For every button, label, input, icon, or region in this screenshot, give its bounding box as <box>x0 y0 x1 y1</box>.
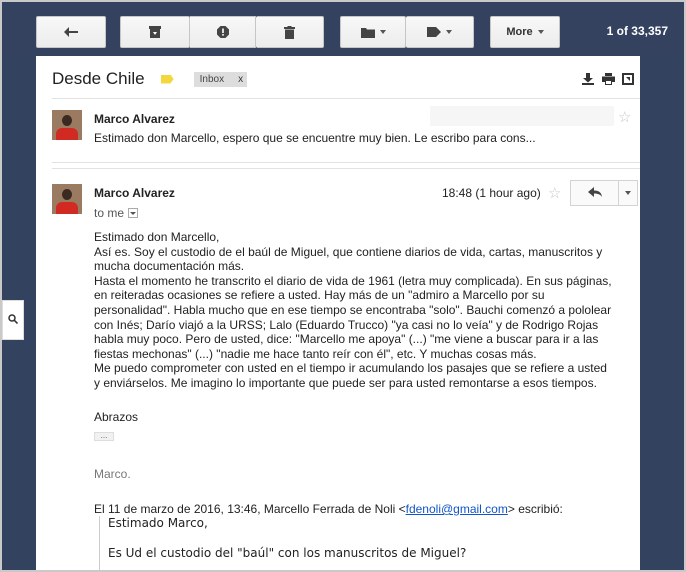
body-line: Me puedo comprometer con usted en el tiempo ir acumulando los pasajes que se refiere a usted <box>94 361 607 376</box>
reply-button[interactable] <box>570 180 618 206</box>
more-actions-button[interactable] <box>618 180 638 206</box>
quoted-text <box>99 516 619 572</box>
closing-text: Abrazos <box>94 410 139 424</box>
body-line: en reiteradas ocasiones se refiere a usted. Hay más de un "admiro a Marcello por su <box>94 288 545 303</box>
reply-icon <box>588 184 602 202</box>
show-trimmed-content-button[interactable]: ... <box>94 432 114 441</box>
recipient-details[interactable] <box>94 206 138 220</box>
inbox-label-text: Inbox <box>199 73 225 85</box>
more-label: More <box>506 26 533 38</box>
body-line: personalidad". Habla mucho que en ese tiempo se encontraba "solo". Bauchi comenzó a pololear <box>94 302 612 317</box>
details-dropdown-icon[interactable] <box>128 208 138 218</box>
message-body <box>94 230 630 391</box>
divider <box>52 162 640 163</box>
message-snippet: Estimado don Marcello, espero que se encuentre muy bien. Le escribo para cons... <box>94 131 536 145</box>
header-actions <box>582 72 634 84</box>
more-button[interactable] <box>490 16 560 48</box>
chevron-down-icon <box>625 191 631 195</box>
new-window-icon[interactable] <box>622 72 634 84</box>
body-line: habla muy poco. Pero de usted, dice: "Marcello me apoya" (...) "me viene a buscar para ir a las <box>94 332 599 347</box>
quote-line: Es Ud el custodio del "baúl" con los manuscritos de Miguel? <box>108 546 467 560</box>
body-line: Así es. Soy el custodio de el baúl de Miguel, que contiene diarios de vida, cartas, manuscritos y <box>94 244 603 259</box>
search-icon <box>8 311 18 329</box>
redacted-area <box>430 106 614 126</box>
quote-line: Estimado Marco, <box>108 516 208 530</box>
email-link[interactable]: fdenoli@gmail.com <box>405 502 508 516</box>
quote-outro: > escribió: <box>507 502 563 516</box>
body-line: mucha documentación más. <box>94 259 245 274</box>
archive-icon <box>149 26 161 38</box>
print-icon[interactable] <box>602 72 614 84</box>
avatar <box>52 110 82 140</box>
report-spam-button[interactable] <box>190 16 256 48</box>
signature: Marco. <box>94 467 131 481</box>
chevron-down-icon <box>380 30 386 34</box>
chevron-down-icon <box>446 30 452 34</box>
message-count: 1 of 33,357 <box>606 24 668 38</box>
label-tag-icon <box>427 27 441 37</box>
archive-button[interactable] <box>120 16 190 48</box>
divider <box>52 98 640 99</box>
inbox-label-chip <box>194 72 247 87</box>
body-line: con Inés; Darío viajó a la URSS; Lalo (Eduardo Trucco) "ya casi no lo veía" y de Rodrigo Rojas <box>94 317 599 332</box>
delete-button[interactable] <box>256 16 324 48</box>
quote-intro: El 11 de marzo de 2016, 13:46, Marcello Ferrada de Noli < <box>94 502 406 516</box>
divider <box>52 168 640 169</box>
message-timestamp: 18:48 (1 hour ago) <box>442 186 541 200</box>
sender-name: Marco Alvarez <box>94 186 175 200</box>
toolbar <box>2 2 686 56</box>
importance-marker-icon[interactable] <box>161 75 174 84</box>
subject-row <box>52 68 247 90</box>
star-icon[interactable]: ☆ <box>548 185 562 202</box>
quote-header <box>94 502 563 516</box>
download-icon[interactable] <box>582 72 594 84</box>
labels-button[interactable] <box>406 16 474 48</box>
avatar <box>52 184 82 214</box>
remove-label-button[interactable]: x <box>238 73 244 85</box>
search-button[interactable] <box>2 300 24 340</box>
chevron-down-icon <box>538 30 544 34</box>
folder-icon <box>361 27 375 38</box>
message-view <box>36 56 640 572</box>
trash-icon <box>284 26 295 39</box>
page-title: Desde Chile <box>52 69 145 88</box>
body-line: fiestas mechonas" (...) "nadie me hace tanto reír con él", etc. Y muchas cosas más. <box>94 346 537 361</box>
report-spam-icon <box>217 26 229 38</box>
recipient-text: to me <box>94 206 125 220</box>
star-icon[interactable]: ☆ <box>618 109 632 126</box>
back-button[interactable] <box>36 16 106 48</box>
body-line: y enviárselos. Me imagino lo importante que puede ser para usted remontarse a esos tiempos. <box>94 375 597 390</box>
body-line: Hasta el momento he transcrito el diario de vida de 1961 (letra muy complicada). En sus páginas, <box>94 273 612 288</box>
move-to-button[interactable] <box>340 16 406 48</box>
sender-name: Marco Alvarez <box>94 112 175 126</box>
back-arrow-icon <box>64 27 78 37</box>
body-line: Estimado don Marcello, <box>94 230 220 244</box>
